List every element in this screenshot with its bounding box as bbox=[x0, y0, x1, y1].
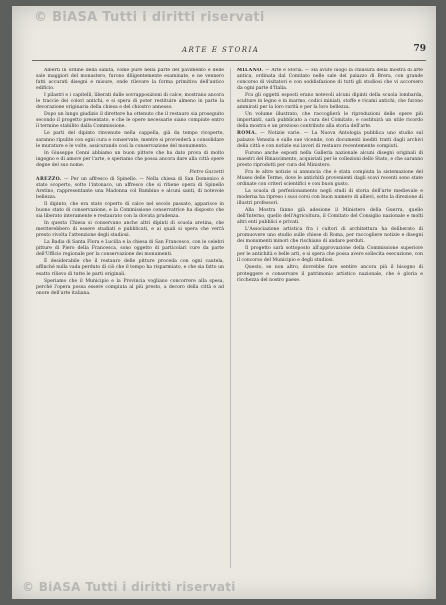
article-paragraph bbox=[36, 93, 224, 111]
right-column bbox=[230, 68, 423, 568]
paragraph-text: Le parti del dipinto rinvenute nella cappella, già da tempo ricoperte, saranno ripulite con ogni cura e conservate, mentre si provvederà a consolidare le murature e le volte, assicurando così la conservazione del monumento. bbox=[36, 131, 224, 149]
left-column bbox=[36, 68, 224, 568]
page-number: 79 bbox=[413, 44, 426, 54]
article-paragraph bbox=[237, 151, 423, 169]
scanned-page bbox=[12, 6, 436, 599]
article-paragraph bbox=[237, 112, 423, 130]
article-paragraph bbox=[36, 240, 224, 258]
article-paragraph bbox=[237, 208, 423, 226]
article-paragraph bbox=[36, 279, 224, 297]
paragraph-text: In Giuseppe Cenni abbiamo un buon pittore che ha dato prova di molto ingegno e di amore per l'arte, e speriamo che possa ancora dare alla città opere degne del suo nome. bbox=[36, 150, 224, 168]
article-paragraph bbox=[237, 93, 423, 111]
paragraph-text: Fra gli oggetti esposti erano notevoli alcuni dipinti della scuola lombarda, sculture in legno e in marmo, codici miniati, stoffe e ricami antichi, che furono ammirati per la loro rarità e per la loro bellezza. bbox=[237, 93, 423, 111]
paragraph-text: — Arte e Storia. — Ha avuto luogo la chiusura della mostra di arte antica, ordinata dal Comitato nelle sale del palazzo di Brera, con grande concorso di visitatori e con soddisfazione di tutti gli studiosi che vi accorsero da ogni parte d'Italia. bbox=[237, 68, 423, 92]
paragraph-text: — Per un affresco di Spinello. — Nella chiesa di San Domenico è stato scoperto, sotto l'intonaco, un affresco che si ritiene opera di Spinello Aretino, rappresentante una Madonna col Bambino e alcuni santi, di notevole bellezza. bbox=[36, 176, 224, 200]
article-paragraph bbox=[237, 246, 423, 264]
paragraph-text: In questa Chiesa si conservano anche altri dipinti di scuola aretina, che meriterebbero di essere studiati e pubblicati, e ai quali si spera che verrà presto rivolta l'attenzione degli studiosi. bbox=[36, 221, 224, 239]
article-paragraph bbox=[237, 189, 423, 207]
article-paragraph bbox=[237, 68, 423, 92]
paragraph-text: I pilastri e i capitelli, liberati dalle sovrapposizioni di calce, mostrano ancora le traccie dei colori antichi, e si spera di poter restituire almeno in parte la decorazione originaria della chiesa e del chiostro annesso. bbox=[36, 93, 224, 111]
paragraph-text: Il dipinto, che era stato coperto di calce nel secolo passato, apparisce in buono stato di conservazione, e la Commissione conservatrice ha disposto che sia liberato interamente e restaurato con la dovuta prudenza. bbox=[36, 201, 224, 220]
section-location-heading: MILANO. bbox=[237, 68, 264, 73]
article-paragraph bbox=[36, 259, 224, 277]
article-paragraph bbox=[36, 68, 224, 92]
article-paragraph bbox=[36, 112, 224, 130]
paragraph-text: L'Associazione artistica fra i cultori di architettura ha deliberato di promuovere uno studio sulle chiese di Roma, per raccogliere notizie e disegni dei monumenti minori che rischiano di andare perduti. bbox=[237, 227, 423, 245]
paragraph-text: La scuola di perfezionamento negli studi di storia dell'arte medievale e moderna ha ripreso i suoi corsi con buon numero di allievi, sotto la direzione di illustri professori. bbox=[237, 188, 423, 206]
article-paragraph bbox=[237, 265, 423, 283]
paragraph-text: È desiderabile che il restauro delle pitture proceda con ogni cautela, affinché nulla vada perduto di ciò che il tempo ha risparmiato, e che sia fatto un esatto rilievo di tutte le parti originali. bbox=[36, 259, 224, 277]
paragraph-text: Fra le altre notizie si annuncia che è stata compiuta la sistemazione del Museo delle Terme, dove le antichità provenienti dagli scavi recenti sono state ordinate con criteri scientifici e con buon gusto. bbox=[237, 169, 423, 187]
paragraph-text: — Notizie varie. — La Nuova Antologia pubblica uno studio sul palazzo Venezia e sulle sue vicende, con documenti inediti tratti dagli archivi della città e con notizie sui lavori di restauro recentemente compiuti. bbox=[237, 131, 423, 149]
article-paragraph bbox=[36, 131, 224, 149]
section-location-heading: ROMA. bbox=[237, 131, 258, 137]
running-header bbox=[32, 46, 426, 61]
article-paragraph bbox=[237, 131, 423, 149]
article-paragraph bbox=[36, 151, 224, 169]
paragraph-text: Alla Mostra fanno già adesione il Ministero della Guerra, quello dell'Interno, quello dell'Agricoltura, il Comitato del Consiglio nazionale e molti altri enti pubblici e privati. bbox=[237, 208, 423, 226]
copyright-watermark-bottom: © BiASA Tutti i diritti riservati bbox=[22, 580, 236, 594]
journal-title: ARTE E STORIA bbox=[182, 46, 260, 54]
article-paragraph bbox=[237, 227, 423, 245]
article-paragraph bbox=[36, 177, 224, 201]
author-signature: Pietro Gazzetti bbox=[189, 169, 224, 175]
section-location-heading: AREZZO. bbox=[36, 176, 62, 182]
article-paragraph bbox=[36, 202, 224, 220]
paragraph-text: Il progetto sarà sottoposto all'approvazione della Commissione superiore per le antichità e belle arti, e si spera che possa avere sollecita esecuzione, con il concorso del Municipio e degli studiosi. bbox=[237, 246, 423, 264]
paragraph-text: Dopo un lungo giudizio il direttore ha ottenuto che il restauro sia proseguito secondo il progetto presentato, e che le opere necessarie siano compiute entro il termine stabilito dalla Commissione. bbox=[36, 112, 224, 130]
paragraph-text: Alberti in ordine della sanità, come pure nella parte del pavimento e delle sale maggiori del monastero, furono diligentemente esaminate, e ne vennero fatti accurati disegni e misure, onde rilevare la forma primitiva dell'antico edificio. bbox=[36, 68, 224, 92]
article-paragraph bbox=[237, 170, 423, 188]
paragraph-text: Un volume illustrato, che raccoglierà le riproduzioni delle opere più importanti, sarà pubblicato a cura del Comitato, e costituirà un utile ricordo della mostra e un prezioso contributo alla storia dell'arte. bbox=[237, 112, 423, 130]
article-paragraph bbox=[36, 221, 224, 239]
paragraph-text: Furono anche esposti nella Galleria nazionale alcuni disegni originali di maestri del Rinascimento, acquistati per le collezioni dello Stato, e che saranno presto riprodotti per cura del Ministero. bbox=[237, 150, 423, 168]
paragraph-text: La Badia di Santa Flora e Lucilla e la chiesa di San Francesco, con le celebri pitture di Piero della Francesca, sono oggetto di particolari cure da parte dell'Ufficio regionale per la conservazione dei monumenti. bbox=[36, 240, 224, 258]
paragraph-text: Speriamo che il Municipio e la Provincia vogliano concorrere alla spesa, perché l'opera possa essere compiuta al più presto, a decoro della città e ad onore dell'arte italiana. bbox=[36, 278, 224, 296]
paragraph-text: Questo, se non altro, dovrebbe fare sentire ancora più il bisogno di proteggere e conservare il patrimonio artistico nazionale, che è gloria e ricchezza del nostro paese. bbox=[237, 265, 423, 283]
copyright-watermark-top: © BiASA Tutti i diritti riservati bbox=[34, 10, 265, 25]
